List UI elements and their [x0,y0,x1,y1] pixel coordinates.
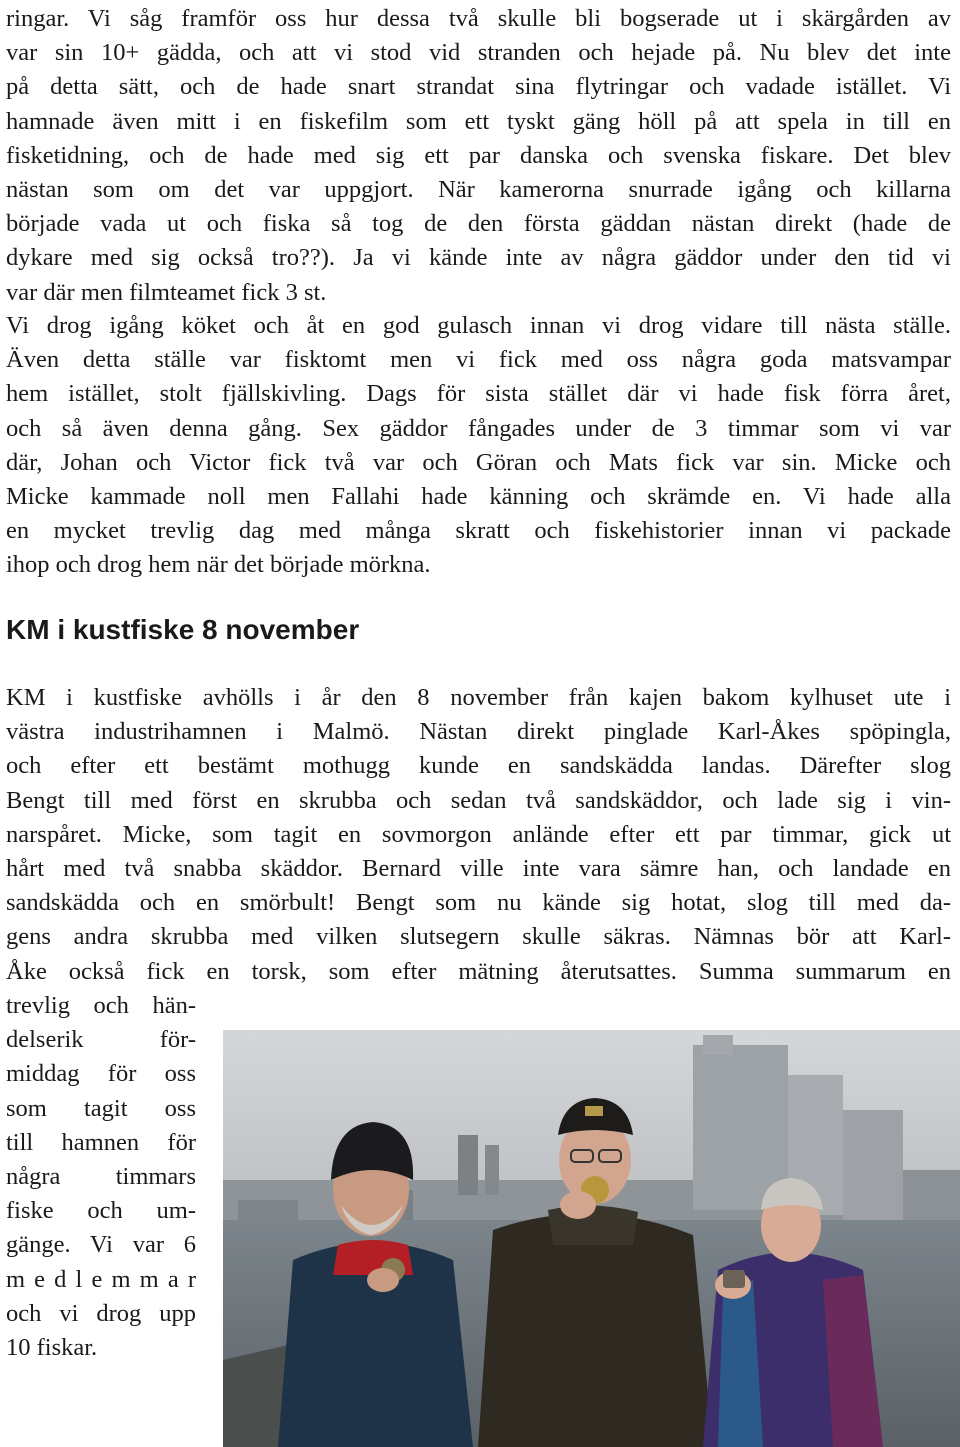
top-paragraph-2-line: en mycket trevlig dag med många skratt och fiskehistorier innan vi packade [6,517,951,545]
top-paragraph-2-line: och så även denna gång. Sex gäddor fångades under de 3 timmar som vi var [6,414,951,442]
side-column-line: fiske och um- [6,1197,196,1225]
km-paragraph-line: sandskädda och en smörbult! Bengt som nu kände sig hotat, slog till med da- [6,889,951,917]
top-paragraph-1-line: var sin 10+ gädda, och att vi stod vid stranden och hejade på. Nu blev det inte [6,39,951,67]
km-paragraph-line: västra industrihamnen i Malmö. Nästan direkt pinglade Karl-Åkes spöpingla, [6,718,951,746]
side-column-line: till hamnen för [6,1128,196,1156]
top-paragraph-2-line: ihop och drog hem när det började mörkna. [6,551,431,579]
km-paragraph-line: hårt med två snabba skäddor. Bernard ville inte vara sämre han, och landade en [6,855,951,883]
photo-three-anglers [223,1030,960,1447]
paragraph-km-kustfiske [6,681,951,989]
top-paragraph-1-line: ringar. Vi såg framför oss hur dessa två skulle bli bogserade ut i skärgården av [6,5,951,32]
top-paragraph-1-line: nästan som om det var uppgjort. När kamerorna snurrade igång och killarna [6,176,951,204]
side-column-line: trevlig och hän- [6,992,196,1019]
side-column-line: som tagit oss [6,1094,196,1122]
top-paragraph-1-line: hamnade även mitt i en fiskefilm som ett tyskt gäng höll på att spela in till en [6,107,951,135]
side-column-line: middag för oss [6,1060,196,1088]
top-paragraph-2-line: Micke kammade noll men Fallahi hade känning och skrämde en. Vi hade alla [6,483,951,511]
km-paragraph-line: och efter ett bestämt mothugg kunde en sandskädda landas. Därefter slog [6,752,951,780]
side-column-line: och vi drog upp [6,1299,196,1327]
side-column-line: gänge. Vi var 6 [6,1231,196,1259]
km-paragraph-line: KM i kustfiske avhölls i år den 8 november från kajen bakom kylhuset ute i [6,684,951,711]
side-column-line: 10 fiskar. [6,1334,98,1362]
top-paragraph-1-line: på detta sätt, och de hade snart strandat sina flytringar och vadade istället. Vi [6,73,951,101]
top-paragraph-1-line: dykare med sig också tro??). Ja vi kände inte av några gäddor under den tid vi [6,244,951,272]
top-paragraph-2-line: hem istället, stolt fjällskivling. Dags för sista stället där vi hade fisk förra året, [6,380,951,408]
km-paragraph-line: Åke också fick en torsk, som efter mätning återutsattes. Summa summarum en [6,957,951,985]
side-column-line: delserik för- [6,1026,196,1054]
km-paragraph-line: Bengt till med först en skrubba och sedan två sandskäddor, och lade sig i vin- [6,786,951,814]
side-column-line: några timmars [6,1163,196,1191]
photo-three-anglers-with-medals-icon [223,1030,960,1447]
side-column-line: m e d l e m m a r [6,1265,196,1293]
km-paragraph-line: gens andra skrubba med vilken slutsegern skulle säkras. Nämnas bör att Karl- [6,923,951,951]
side-column-text [6,989,196,1365]
paragraph-fishing-trip [6,2,951,310]
top-paragraph-2-line: Vi drog igång köket och åt en god gulasch innan vi drog vidare till nästa ställe. [6,312,951,339]
top-paragraph-2-line: där, Johan och Victor fick två var och Göran och Mats fick var sin. Micke och [6,448,951,476]
section-heading: KM i kustfiske 8 november [6,614,360,645]
top-paragraph-1-line: var där men filmteamet fick 3 st. [6,278,327,306]
top-paragraph-1-line: fisketidning, och de hade med sig ett par danska och svenska fiskare. Det blev [6,141,951,169]
km-paragraph-line: narspåret. Micke, som tagit en sovmorgon anlände efter ett par timmar, gick ut [6,820,951,848]
paragraph-gulasch-and-pike [6,309,951,583]
top-paragraph-2-line: Även detta ställe var fisktomt men vi fick med oss några goda matsvampar [6,346,951,374]
top-paragraph-1-line: började vada ut och fiska så tog de den första gäddan nästan direkt (hade de [6,210,951,238]
